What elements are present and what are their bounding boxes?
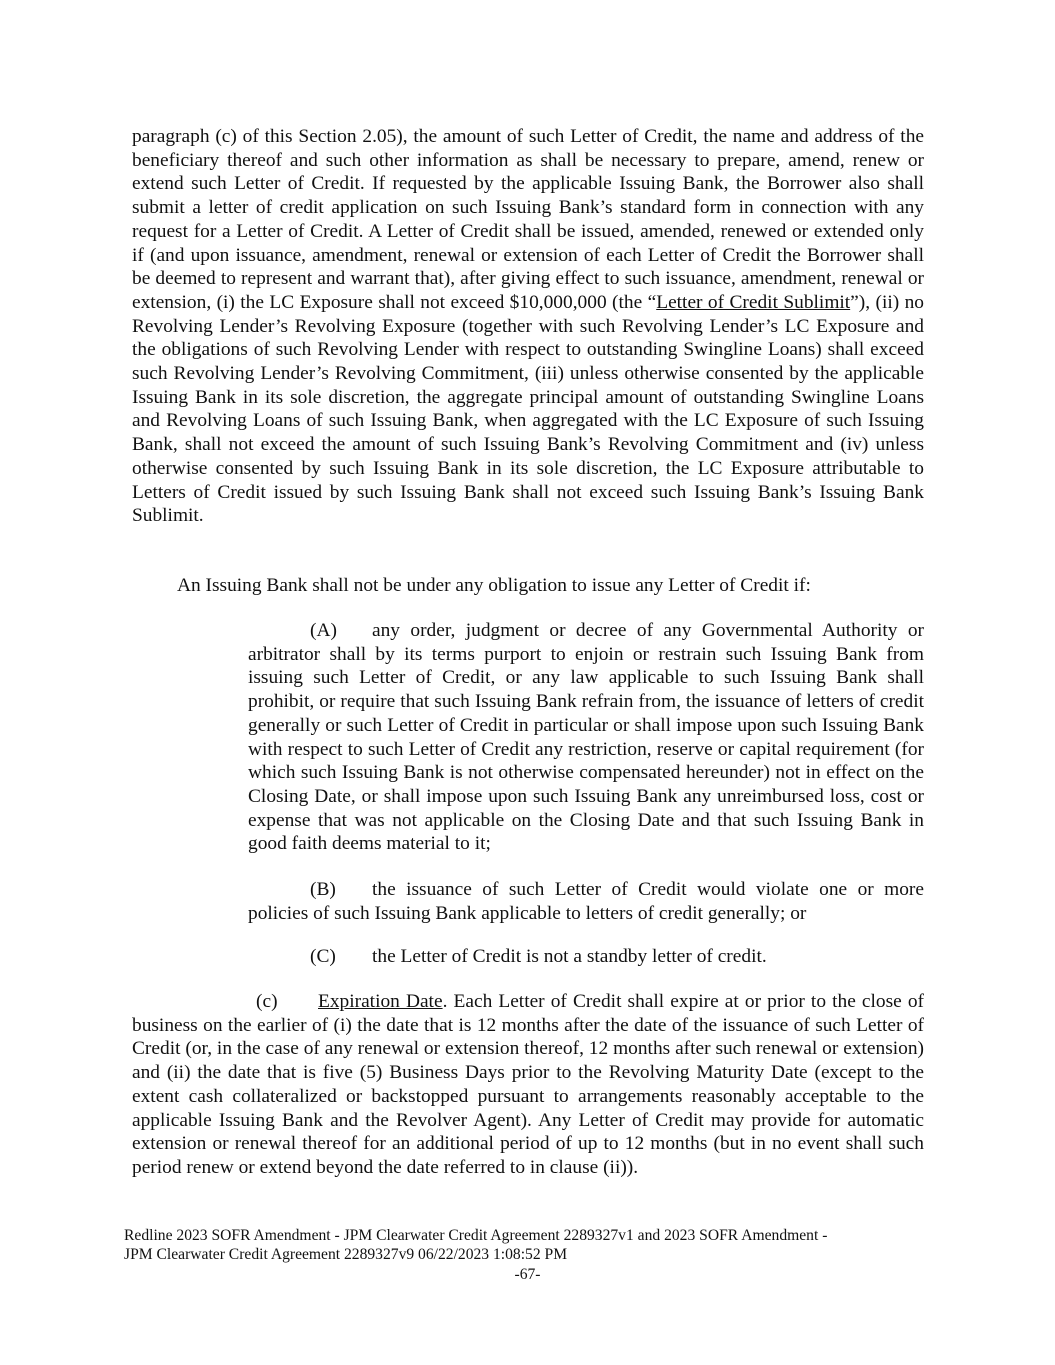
list-item-label: (C) [310, 946, 336, 967]
list-item-text: any order, judgment or decree of any Governmental Authority or arbitrator shall by its terms purport to enjoin or restrain such Issuing Bank from issuing such Letter of Credit, or any law applicable to such Issuing Bank shall prohibit, or require that such Issuing Bank refrain from, the issuance of letters of credit generally or such Letter of Credit in particular or shall impose upon such Issuing Bank with respect to such Letter of Credit any restriction, reserve or capital requirement (for which such Issuing Bank is not otherwise compensated hereunder) not in effect on the Closing Date, or shall impose upon such Issuing Bank any unreimbursed loss, cost or expense that was not applicable on the Closing Date and that such Issuing Bank in good faith deems material to it; [248, 620, 924, 855]
obligation-intro: An Issuing Bank shall not be under any obligation to issue any Letter of Credit if: [177, 575, 811, 596]
defined-term-letter-of-credit-sublimit: Letter of Credit Sublimit [656, 291, 851, 313]
footer-line-1: Redline 2023 SOFR Amendment - JPM Clearwater Credit Agreement 2289327v1 and 2023 SOFR Amendment - [124, 1227, 828, 1244]
list-item-a [248, 619, 924, 856]
section-text: . Each Letter of Credit shall expire at or prior to the close of business on the earlier of (i) the date that is 12 months after the date of the issuance of such Letter of Credit (or, in the case of any renewal or extension thereof, 12 months after such renewal or extension) and (ii) the date that is five (5) Business Days prior to the Revolving Maturity Date (except to the extent cash collateralized or backstopped pursuant to arrangements reasonably acceptable to the applicable Issuing Bank and the Revolver Agent). Any Letter of Credit may provide for automatic extension or renewal thereof for an additional period of up to 12 months (but in no event shall such period renew or extend beyond the date referred to in clause (ii)). [132, 991, 924, 1178]
list-item-text: the Letter of Credit is not a standby letter of credit. [372, 946, 767, 967]
section-label: (c) [256, 991, 278, 1012]
list-item-b [248, 878, 924, 925]
section-heading: Expiration Date [318, 991, 443, 1012]
expiration-date-section [132, 990, 924, 1180]
paragraph-continued [132, 125, 924, 528]
list-item-label: (A) [310, 620, 337, 641]
list-item-label: (B) [310, 879, 336, 900]
footer-line-2: JPM Clearwater Credit Agreement 2289327v9 06/22/2023 1:08:52 PM [124, 1246, 568, 1263]
paragraph-text-before-term: paragraph (c) of this Section 2.05), the amount of such Letter of Credit, the name and address of the beneficiary thereof and such other information as shall be necessary to prepare, amend, renew or extend such Letter of Credit. If requested by the applicable Issuing Bank, the Borrower also shall submit a letter of credit application on such Issuing Bank’s standard form in connection with any request for a Letter of Credit. A Letter of Credit shall be issued, amended, renewed or extended only if (and upon issuance, amendment, renewal or extension of each Letter of Credit the Borrower shall be deemed to represent and warrant that), after giving effect to such issuance, amendment, renewal or extension, (i) the LC Exposure shall not exceed $10,000,000 (the “ [132, 126, 924, 313]
list-item-text: the issuance of such Letter of Credit would violate one or more policies of such Issuing Bank applicable to letters of credit generally; or [248, 879, 924, 924]
page-footer [124, 1226, 924, 1264]
page-number: -67- [514, 1266, 541, 1283]
paragraph-text-after-term: ”), (ii) no Revolving Lender’s Revolving Exposure (together with such Revolving Lender’s LC Exposure and the obligations of such Revolving Lender with respect to outstanding Swingline Loans) shall exceed such Revolving Lender’s Revolving Commitment, (iii) unless otherwise consented by the applicable Issuing Bank in its sole discretion, the aggregate principal amount of outstanding Swingline Loans and Revolving Loans of such Issuing Bank, when aggregated with the LC Exposure of such Issuing Bank, shall not exceed the amount of such Issuing Bank’s Revolving Commitment and (iv) unless otherwise consented by such Issuing Bank in its sole discretion, the LC Exposure attributable to Letters of Credit issued by such Issuing Bank shall not exceed such Issuing Bank’s Issuing Bank Sublimit. [132, 291, 924, 527]
list-item-c [248, 945, 924, 969]
